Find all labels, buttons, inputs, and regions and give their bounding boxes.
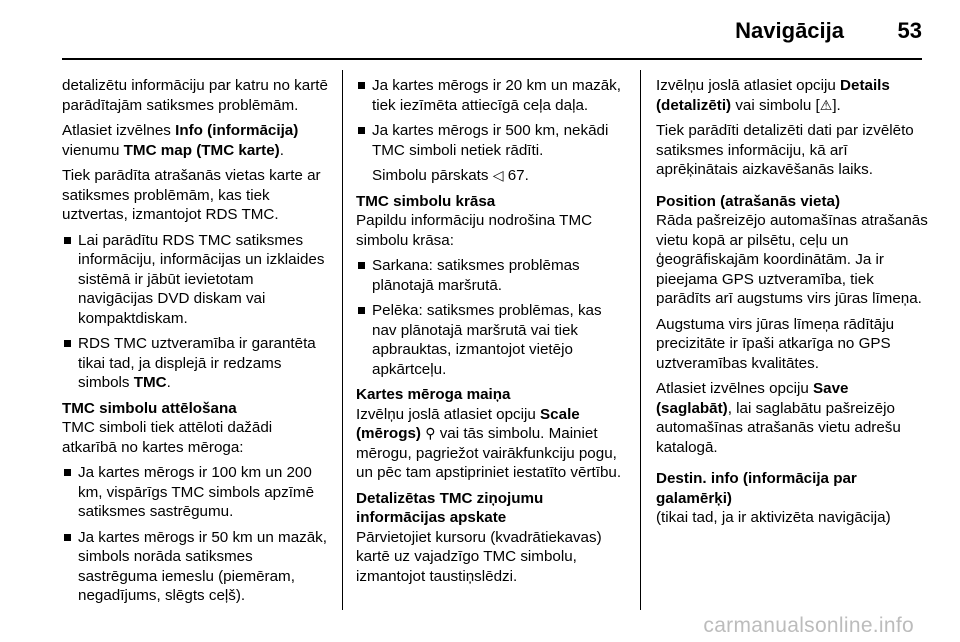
text: Atlasiet izvēlnes	[62, 122, 176, 139]
heading-line: informācijas apskate	[356, 509, 507, 526]
text: vai tās simbolu. Mainiet mērogu, pagriežot vairākfunkciju pogu, un pēc tam apstipriniet iestatīto vērtību.	[356, 425, 622, 481]
page-header	[62, 16, 922, 46]
text: Atlasiet izvēlnes opciju	[656, 380, 814, 397]
list-item	[62, 334, 330, 393]
paragraph: Augstuma virs jūras līmeņa rādītāju precizitāte ir īpaši atkarīga no GPS uztveramības kvalitātes.	[656, 315, 895, 372]
paragraph: Rāda pašreizējo automašīnas atrašanās vietu kopā ar pilsētu, ceļu un ģeogrāfiskajām koordinātām. Ja ir pieejama GPS uztveramība, tiek parādīts arī augstums virs jūras līmeņa.	[656, 212, 928, 307]
bullet-list	[62, 463, 330, 606]
reference-arrow-icon: ◁	[492, 167, 504, 183]
menu-option-tmc-map: TMC map (TMC karte)	[123, 141, 280, 159]
section-heading: Kartes mēroga maiņa	[356, 386, 511, 403]
list-item: Ja kartes mērogs ir 500 km, nekādi TMC simboli netiek rādīti.	[356, 121, 630, 160]
section-heading: Position (atrašanās vieta)	[656, 192, 841, 210]
paragraph: Papildu informāciju nodrošina TMC simbolu krāsa:	[356, 212, 593, 249]
text: ].	[832, 96, 841, 114]
tmc-symbol-label: TMC	[133, 374, 167, 391]
menu-option-info: Info (informācija)	[175, 122, 299, 139]
list-item: Ja kartes mērogs ir 50 km un mazāk, simbols norāda satiksmes sastrēguma iemeslu (piemēram, negadījums, slēgts ceļš).	[62, 528, 330, 606]
column-1	[62, 76, 330, 612]
text: , lai saglabātu pašreizējo automašīnas atrašanās vietu adrešu katalogā.	[656, 399, 901, 456]
paragraph: Tiek parādīti detalizēti dati par izvēlēto satiksmes informāciju, kā arī aprēķinātais aizkavēšanās laiks.	[656, 122, 914, 178]
text: Simbolu pārskats	[372, 167, 493, 184]
paragraph	[656, 379, 928, 457]
paragraph	[656, 76, 928, 115]
text: Izvēlņu joslā atlasiet opciju	[656, 77, 841, 94]
column-3	[656, 76, 928, 534]
paragraph: detalizētu informāciju par katru no kartē parādītajām satiksmes problēmām.	[62, 77, 328, 114]
cross-reference[interactable]	[356, 166, 630, 186]
bullet-list	[356, 76, 630, 160]
section-heading: TMC simbolu krāsa	[356, 192, 496, 210]
bullet-list	[62, 231, 330, 393]
text: vienumu	[62, 141, 124, 159]
header-divider	[62, 58, 922, 60]
menu-option-scale: Scale (mērogs)	[356, 405, 580, 442]
text: RDS TMC uztveramība ir garantēta tikai tad, ja displejā ir redzams simbols	[78, 335, 316, 391]
list-item: Lai parādītu RDS TMC satiksmes informāciju, informācijas un izklaides sistēmā ir jābūt ievietotam navigācijas DVD diskam vai kompaktdiskam.	[62, 231, 330, 329]
page-number: 53	[897, 18, 922, 43]
section-heading: Destin. info (informācija par galamērķi)	[656, 470, 857, 507]
paragraph	[356, 405, 630, 483]
watermark: carmanualsonline.info	[703, 614, 914, 637]
reference-page: 67.	[503, 167, 529, 184]
menu-option-save: Save (saglabāt)	[656, 380, 849, 417]
list-item: Ja kartes mērogs ir 100 km un 200 km, vispārīgs TMC simbols apzīmē satiksmes sastrēgumu.	[62, 463, 330, 522]
column-divider-2	[640, 70, 641, 610]
list-item: Sarkana: satiksmes problēmas plānotajā maršrutā.	[356, 256, 630, 295]
bullet-list	[356, 256, 630, 379]
heading-line: Detalizētas TMC ziņojumu	[356, 489, 544, 507]
column-divider-1	[342, 70, 343, 610]
warning-triangle-icon: ⚠	[819, 96, 833, 113]
paragraph: Tiek parādīta atrašanās vietas karte ar satiksmes problēmām, kas tiek uztvertas, izmantojot RDS TMC.	[62, 167, 321, 223]
section-heading	[356, 489, 630, 528]
column-2	[356, 76, 630, 592]
paragraph: (tikai tad, ja ir aktivizēta navigācija)	[656, 509, 891, 526]
text: .	[279, 141, 284, 159]
text: Izvēlņu joslā atlasiet opciju	[356, 405, 541, 423]
list-item: Ja kartes mērogs ir 20 km un mazāk, tiek iezīmēta attiecīgā ceļa daļa.	[356, 76, 630, 115]
paragraph: Pārvietojiet kursoru (kvadrātiekavas) kartē uz vajadzīgo TMC simbolu, izmantojot taustiņslēdzi.	[356, 528, 602, 585]
list-item: Pelēka: satiksmes problēmas, kas nav plānotajā maršrutā vai tiek apbrauktas, izmantojot vietējo apkārtceļu.	[356, 301, 630, 379]
magnifier-icon: ⚲	[425, 425, 436, 441]
paragraph	[62, 121, 330, 160]
menu-option-details: Details (detalizēti)	[656, 77, 890, 114]
text: vai simbolu [	[731, 96, 820, 114]
paragraph: TMC simboli tiek attēloti dažādi atkarībā no kartes mēroga:	[62, 419, 273, 456]
page-title: Navigācija	[735, 18, 844, 43]
section-heading: TMC simbolu attēlošana	[62, 399, 237, 417]
text: .	[166, 374, 171, 391]
